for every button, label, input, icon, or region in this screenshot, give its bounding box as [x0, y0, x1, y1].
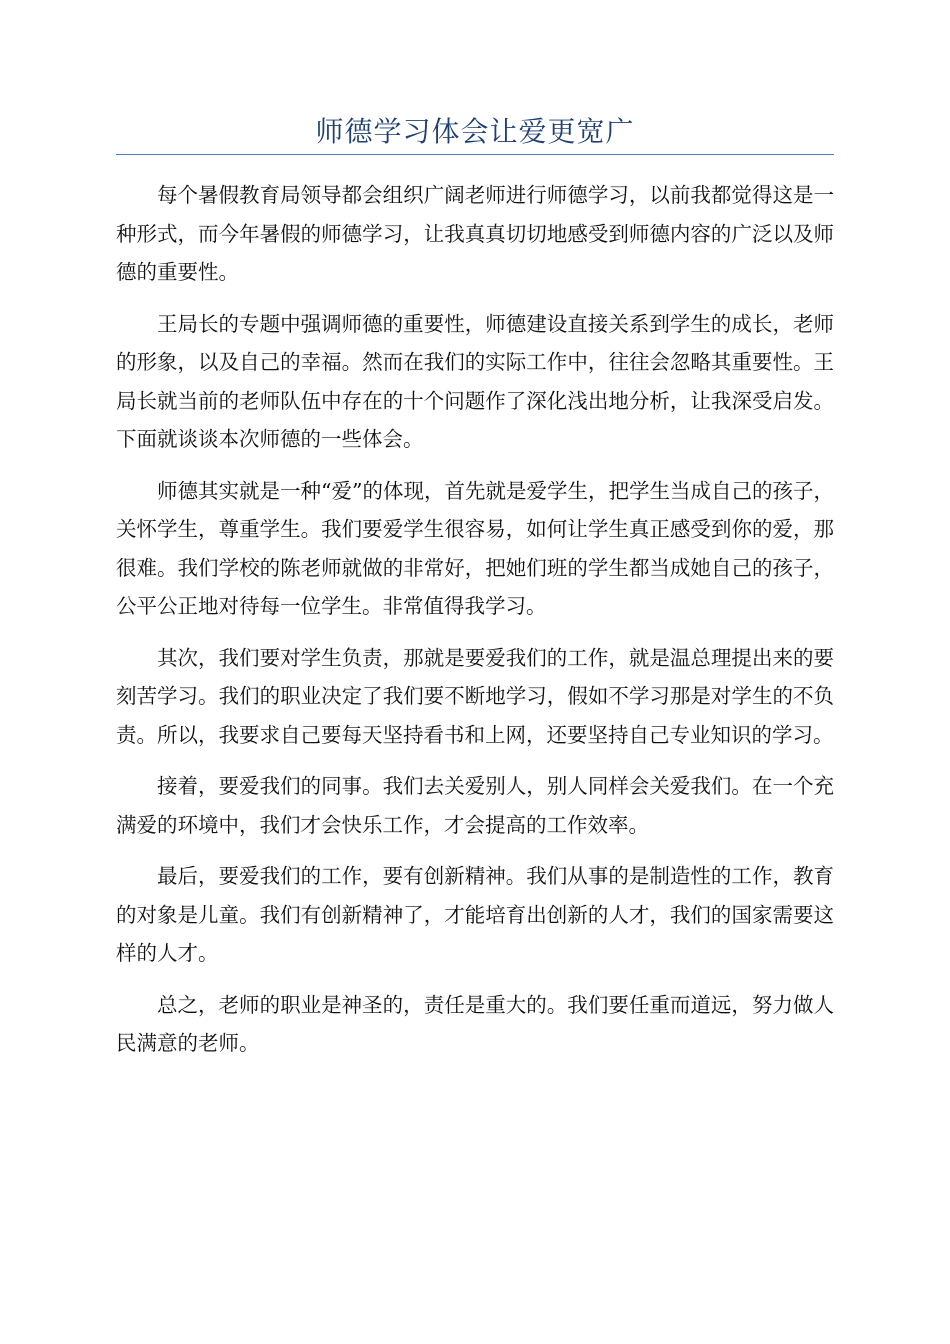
- paragraph: 其次，我们要对学生负责，那就是要爱我们的工作，就是温总理提出来的要刻苦学习。我们的职业决定了我们要不断地学习，假如不学习那是对学生的不负责。所以，我要求自己要每天坚持看书和上网，还要坚持自己专业知识的学习。: [116, 645, 834, 747]
- title-underline: [116, 154, 834, 155]
- document-title: 师德学习体会让爱更宽广: [315, 115, 635, 148]
- paragraph: 师德其实就是一种“爱”的体现，首先就是爱学生，把学生当成自己的孩子，关怀学生，尊重学生。我们要爱学生很容易，如何让学生真正感受到你的爱，那很难。我们学校的陈老师就做的非常好，把她们班的学生都当成她自己的孩子，公平公正地对待每一位学生。非常值得我学习。: [116, 478, 834, 618]
- paragraph: 每个暑假教育局领导都会组织广阔老师进行师德学习，以前我都觉得这是一种形式，而今年暑假的师德学习，让我真真切切地感受到师德内容的广泛以及师德的重要性。: [116, 183, 834, 284]
- document-body: [116, 176, 834, 1076]
- paragraph: 最后，要爱我们的工作，要有创新精神。我们从事的是制造性的工作，教育的对象是儿童。我们有创新精神了，才能培育出创新的人才，我们的国家需要这样的人才。: [116, 864, 834, 965]
- paragraph: 王局长的专题中强调师德的重要性，师德建设直接关系到学生的成长，老师的形象，以及自己的幸福。然而在我们的实际工作中，往往会忽略其重要性。王局长就当前的老师队伍中存在的十个问题作了深化浅出地分析，让我深受启发。下面就谈谈本次师德的一些体会。: [116, 311, 834, 451]
- paragraph: 总之，老师的职业是神圣的，责任是重大的。我们要任重而道远，努力做人民满意的老师。: [116, 992, 834, 1055]
- paragraph: 接着，要爱我们的同事。我们去关爱别人，别人同样会关爱我们。在一个充满爱的环境中，我们才会快乐工作，才会提高的工作效率。: [116, 774, 834, 837]
